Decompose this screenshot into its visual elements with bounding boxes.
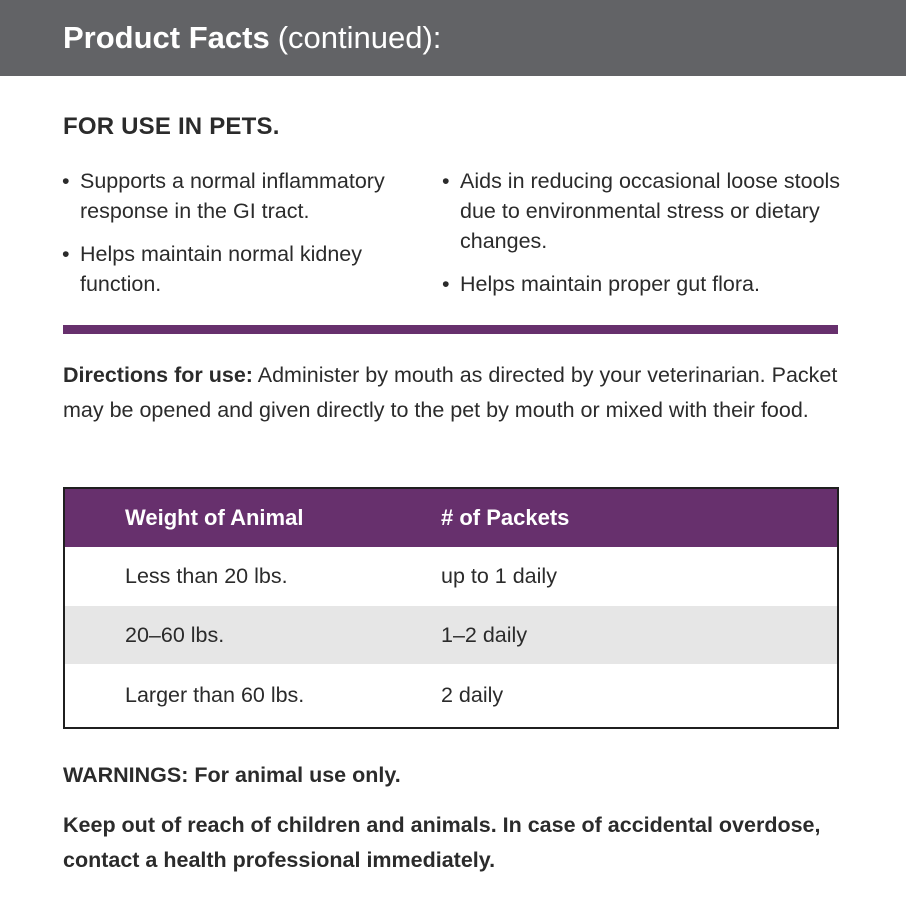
table-cell-packets: up to 1 daily	[441, 564, 557, 588]
benefits-list-right	[442, 166, 842, 312]
table-row	[65, 606, 837, 664]
bullet-marker: •	[442, 169, 450, 193]
table-cell-weight: 20–60 lbs.	[125, 622, 225, 647]
list-item	[62, 166, 432, 226]
header-bar	[0, 0, 906, 76]
directions-paragraph	[63, 358, 863, 428]
list-item	[62, 239, 432, 299]
table-cell-packets: 1–2 daily	[441, 622, 528, 647]
table-row	[65, 664, 837, 727]
table-row	[65, 547, 837, 606]
benefits-list-left	[62, 166, 432, 312]
list-item	[442, 166, 842, 256]
section-heading: FOR USE IN PETS.	[63, 113, 280, 140]
warnings-text: WARNINGS: For animal use only.	[63, 763, 401, 787]
bullet-text: Supports a normal inflammatory response in the GI tract.	[80, 169, 385, 223]
dosage-table	[63, 487, 839, 729]
list-item	[442, 269, 842, 299]
table-cell-weight: Less than 20 lbs.	[125, 564, 288, 588]
table-cell-weight: Larger than 60 lbs.	[125, 683, 305, 707]
bullet-text: Aids in reducing occasional loose stools due to environmental stress or dietary changes.	[460, 169, 841, 253]
section-divider	[63, 325, 838, 334]
bullet-text: Helps maintain proper gut flora.	[460, 272, 760, 296]
table-header-row	[65, 489, 837, 547]
header-title-bold: Product Facts	[63, 20, 270, 55]
table-cell-packets: 2 daily	[441, 683, 504, 707]
header-title-light: (continued):	[277, 20, 442, 55]
bullet-marker: •	[62, 242, 70, 266]
column-header-weight: Weight of Animal	[125, 505, 304, 530]
directions-text: Administer by mouth as directed by your veterinarian. Packet may be opened and given directly to the pet by mouth or mixed with their food.	[63, 363, 838, 422]
directions-lead: Directions for use:	[63, 363, 253, 387]
column-header-packets: # of Packets	[441, 505, 570, 530]
bullet-marker: •	[62, 169, 70, 193]
bullet-text: Helps maintain normal kidney function.	[80, 242, 363, 296]
keep-out-warning: Keep out of reach of children and animals. In case of accidental overdose, contact a health professional immediately.	[63, 813, 821, 872]
bullet-marker: •	[442, 272, 450, 296]
